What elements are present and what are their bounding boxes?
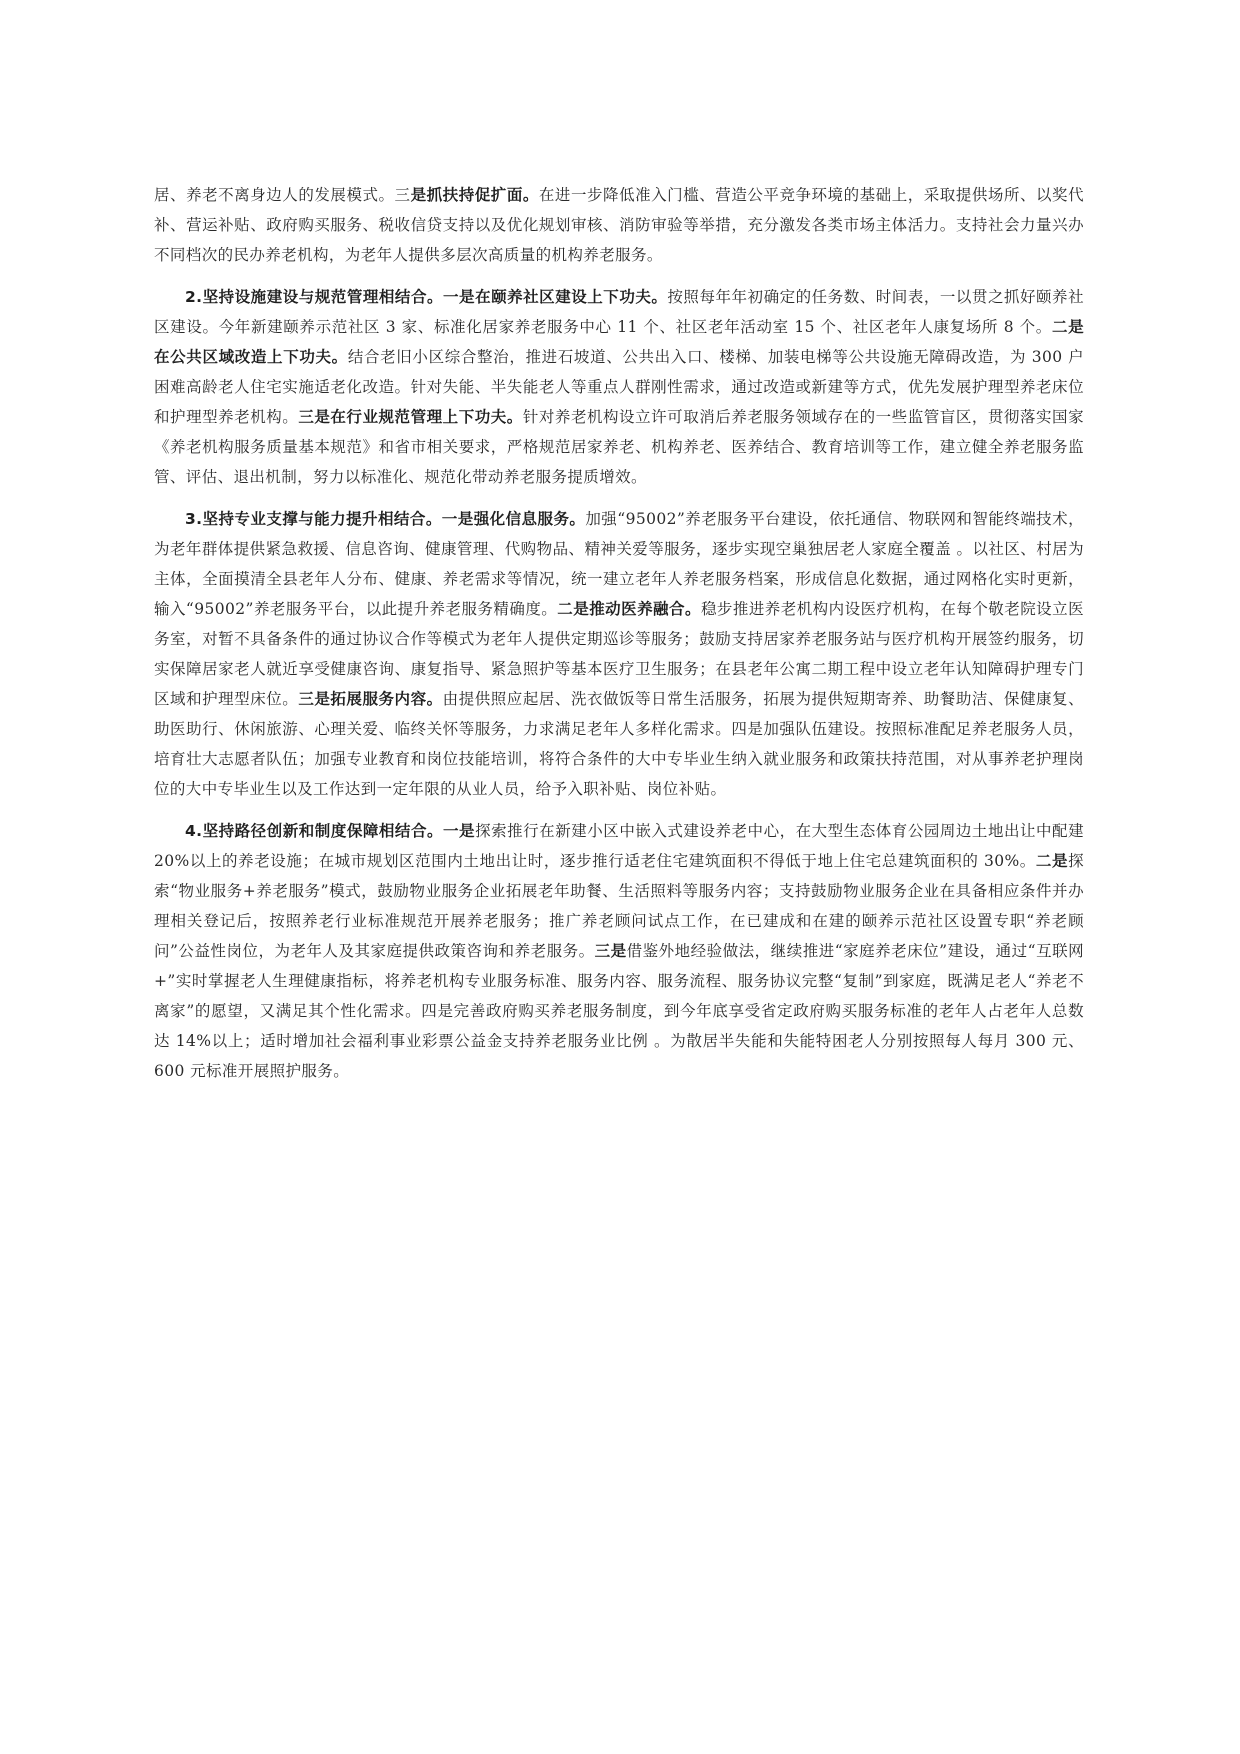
bold-heading-text: 一是: [443, 822, 476, 840]
body-text: 加强“95002”养老服务平台建设，依托通信、物联网和智能终端技术，为老年群体提供紧急救援、信息咨询、健康管理、代购物品、精神关爱等服务，逐步实现空巢独居老人家庭全覆盖 。以社区、村居为主体，全面摸清全县老年人分布、健康、养老需求等情况，统一建立老年人养老服务档案，形成信息化数据，通过网格化实时更新，输入“95002”养老服务平台，以此提升养老服务精确度。: [154, 510, 1084, 618]
bold-heading-text: 三是拓展服务内容。: [298, 690, 443, 708]
bold-heading-text: 2.坚持设施建设与规范管理相结合。: [185, 288, 444, 306]
bold-heading-text: 二是推动医养融合。: [557, 600, 701, 618]
body-text: 结合老旧小区综合整治，推进石坡道、公共出入口、楼梯、加装电梯等公共设施无障碍改造，为 300 户困难高龄老人住宅实施适老化改造。针对失能、半失能老人等重点人群刚性需求，通过改造或新建等方式，优先发展护理型养老床位和护理型养老机构。: [154, 348, 1084, 426]
body-text: 在进一步降低准入门槛、营造公平竞争环境的基础上，采取提供场所、以奖代补、营运补贴、政府购买服务、税收信贷支持以及优化规划审核、消防审验等举措，充分激发各类市场主体活力。支持社会力量兴办不同档次的民办养老机构，为老年人提供多层次高质量的机构养老服务。: [154, 186, 1084, 264]
bold-heading-text: 一是在颐养社区建设上下功夫。: [443, 288, 668, 306]
document-body: [154, 180, 1084, 1098]
body-text: 居、养老不离身边人的发展模式。三: [154, 186, 411, 204]
bold-heading-text: 三是: [594, 942, 627, 960]
paragraph-1: [154, 180, 1084, 270]
bold-heading-text: 三是在行业规范管理上下功夫。: [298, 408, 523, 426]
bold-heading-text: 3.坚持专业支撑与能力提升相结合。: [185, 510, 442, 528]
paragraph-4: [154, 816, 1084, 1086]
body-text: 借鉴外地经验做法，继续推进“家庭养老床位”建设，通过“互联网+”实时掌握老人生理健康指标，将养老机构专业服务标准、服务内容、服务流程、服务协议完整“复制”到家庭，既满足老人“养老不离家”的愿望，又满足其个性化需求。四是完善政府购买养老服务制度，到今年底享受省定政府购买服务标准的老年人占老年人总数达 14%以上；适时增加社会福利事业彩票公益金支持养老服务业比例 。为散居半失能和失能特困老人分别按照每人每月 300 元、600 元标准开展照护服务。: [154, 942, 1084, 1080]
bold-heading-text: 是抓扶持促扩面。: [410, 186, 539, 204]
body-text: 探索推行在新建小区中嵌入式建设养老中心，在大型生态体育公园周边土地出让中配建 20%以上的养老设施；在城市规划区范围内土地出让时，逐步推行适老住宅建筑面积不得低于地上住宅总建筑面积的 30%。: [154, 822, 1084, 870]
body-text: 由提供照应起居、洗衣做饭等日常生活服务，拓展为提供短期寄养、助餐助洁、保健康复、助医助行、休闲旅游、心理关爱、临终关怀等服务，力求满足老年人多样化需求。四是加强队伍建设。按照标准配足养老服务人员，培育壮大志愿者队伍；加强专业教育和岗位技能培训，将符合条件的大中专毕业生纳入就业服务和政策扶持范围，对从事养老护理岗位的大中专毕业生以及工作达到一定年限的从业人员，给予入职补贴、岗位补贴。: [154, 690, 1084, 798]
body-text: 探索“物业服务+养老服务”模式，鼓励物业服务企业拓展老年助餐、生活照料等服务内容；支持鼓励物业服务企业在具备相应条件并办理相关登记后，按照养老行业标准规范开展养老服务；推广养老顾问试点工作，在已建成和在建的颐养示范社区设置专职“养老顾问”公益性岗位，为老年人及其家庭提供政策咨询和养老服务。: [154, 852, 1084, 960]
bold-heading-text: 二是在公共区域改造上下功夫。: [154, 318, 1084, 366]
bold-heading-text: 一是强化信息服务。: [441, 510, 586, 528]
paragraph-3: [154, 504, 1084, 804]
body-text: 针对养老机构设立许可取消后养老服务领域存在的一些监管盲区，贯彻落实国家《养老机构服务质量基本规范》和省市相关要求，严格规范居家养老、机构养老、医养结合、教育培训等工作，建立健全养老服务监管、评估、退出机制，努力以标准化、规范化带动养老服务提质增效。: [154, 408, 1084, 486]
bold-heading-text: 4.坚持路径创新和制度保障相结合。: [185, 822, 444, 840]
body-text: 按照每年年初确定的任务数、时间表，一以贯之抓好颐养社区建设。今年新建颐养示范社区 3 家、标准化居家养老服务中心 11 个、社区老年活动室 15 个、社区老年人康复场所 8 个。: [154, 288, 1084, 336]
bold-heading-text: 二是: [1035, 852, 1069, 870]
body-text: 稳步推进养老机构内设医疗机构，在每个敬老院设立医务室，对暂不具备条件的通过协议合作等模式为老年人提供定期巡诊等服务；鼓励支持居家养老服务站与医疗机构开展签约服务，切实保障居家老人就近享受健康咨询、康复指导、紧急照护等基本医疗卫生服务；在县老年公寓二期工程中设立老年认知障碍护理专门区域和护理型床位。: [154, 600, 1084, 708]
paragraph-2: [154, 282, 1084, 492]
